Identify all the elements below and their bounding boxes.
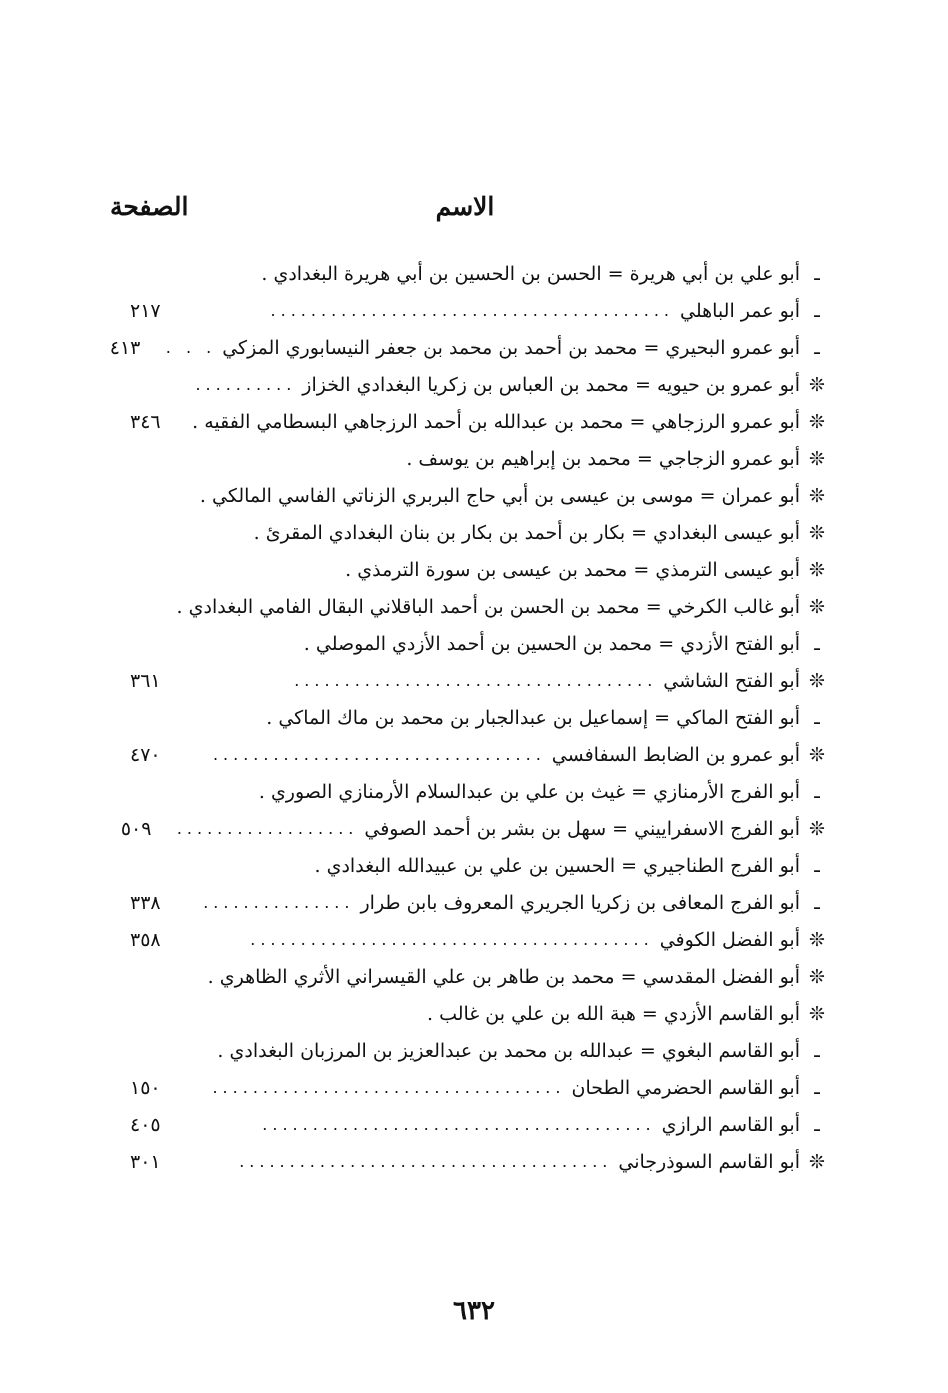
entry-page-number: ٤٧٠	[130, 743, 161, 766]
dot-leader: ........................................	[270, 301, 674, 320]
dash-marker-icon: ـ	[814, 1039, 820, 1062]
dot-leader: ..................	[176, 819, 359, 838]
index-entry	[100, 292, 830, 329]
dot-leader: ...............	[203, 893, 355, 912]
asterisk-marker-icon: ❊	[809, 1002, 825, 1025]
entry-name: أبو عمرو الزجاجي = محمد بن إبراهيم بن يوسف .	[406, 447, 800, 470]
entry-page-number: ٣٠١	[130, 1150, 161, 1173]
entry-page-number: ٤٠٥	[130, 1113, 161, 1136]
index-entry	[100, 1143, 830, 1180]
page-column-heading: الصفحة	[110, 192, 189, 221]
entry-name: أبو عمرو بن الضابط السفافسي	[551, 743, 800, 766]
entry-name: أبو الفرج المعافى بن زكريا الجريري المعروف بابن طرار	[360, 891, 800, 914]
index-entry	[100, 514, 830, 551]
entry-name: أبو الفضل المقدسي = محمد بن طاهر بن علي القيسراني الأثري الظاهري .	[207, 965, 800, 988]
index-entry	[100, 773, 830, 810]
entry-name: أبو عمر الباهلي	[679, 299, 800, 322]
asterisk-marker-icon: ❊	[809, 410, 825, 433]
dot-leader: .....................................	[239, 1152, 613, 1171]
index-entry	[100, 1032, 830, 1069]
dot-leader: ........................................	[250, 930, 654, 949]
entry-name: أبو عيسى البغدادي = بكار بن أحمد بن بكار بن بنان البغدادي المقرئ .	[253, 521, 800, 544]
entry-page-number: ٣٥٨	[130, 928, 161, 951]
dot-leader: ....................................	[294, 671, 658, 690]
index-entry	[100, 884, 830, 921]
page-number: ٦٣٢	[453, 1296, 495, 1326]
entry-name: أبو القاسم الرازي	[661, 1113, 800, 1136]
index-entry	[100, 440, 830, 477]
dot-leader: . . .	[165, 338, 217, 357]
asterisk-marker-icon: ❊	[809, 484, 825, 507]
index-entry	[100, 255, 830, 292]
entry-page-number: ١٥٠	[130, 1076, 161, 1099]
dash-marker-icon: ـ	[814, 632, 820, 655]
entry-page-number: ٣٣٨	[130, 891, 161, 914]
asterisk-marker-icon: ❊	[809, 558, 825, 581]
dash-marker-icon: ـ	[814, 299, 820, 322]
index-entry	[100, 699, 830, 736]
entry-name: أبو القاسم السوذرجاني	[618, 1150, 800, 1173]
index-entry	[100, 662, 830, 699]
index-entry	[100, 1106, 830, 1143]
index-entry	[100, 588, 830, 625]
entry-page-number: ٥٠٩	[120, 817, 152, 840]
asterisk-marker-icon: ❊	[809, 743, 825, 766]
index-entry	[100, 736, 830, 773]
dash-marker-icon: ـ	[814, 262, 820, 285]
index-entry	[100, 958, 830, 995]
entry-name: أبو علي بن أبي هريرة = الحسن بن الحسين بن أبي هريرة البغدادي .	[261, 262, 800, 285]
dash-marker-icon: ـ	[814, 1113, 820, 1136]
entry-name: أبو الفرج الاسفراييني = سهل بن بشر بن أحمد الصوفي	[364, 817, 800, 840]
dot-leader: ...................................	[212, 1078, 566, 1097]
dash-marker-icon: ـ	[814, 780, 820, 803]
dash-marker-icon: ـ	[814, 891, 820, 914]
asterisk-marker-icon: ❊	[809, 447, 825, 470]
entry-name: أبو عمران = موسى بن عيسى بن أبي حاج البربري الزناتي الفاسي المالكي .	[199, 484, 800, 507]
dash-marker-icon: ـ	[814, 1076, 820, 1099]
entry-name: أبو الفضل الكوفي	[659, 928, 800, 951]
entry-page-number: ٣٦١	[130, 669, 161, 692]
entry-name: أبو عيسى الترمذي = محمد بن عيسى بن سورة الترمذي .	[345, 558, 800, 581]
index-entry	[100, 1069, 830, 1106]
index-entry	[100, 551, 830, 588]
entry-name: أبو غالب الكرخي = محمد بن الحسن بن أحمد الباقلاني البقال الفامي البغدادي .	[176, 595, 800, 618]
asterisk-marker-icon: ❊	[809, 817, 825, 840]
asterisk-marker-icon: ❊	[809, 521, 825, 544]
asterisk-marker-icon: ❊	[809, 928, 825, 951]
asterisk-marker-icon: ❊	[809, 595, 825, 618]
index-entry	[100, 625, 830, 662]
column-header	[100, 188, 830, 228]
index-entry	[100, 995, 830, 1032]
dash-marker-icon: ـ	[814, 854, 820, 877]
name-column-heading: الاسم	[435, 192, 495, 221]
dash-marker-icon: ـ	[814, 706, 820, 729]
index-entry	[100, 810, 830, 847]
entry-name: أبو القاسم الأزدي = هبة الله بن علي بن غالب .	[426, 1002, 800, 1025]
entry-page-number: ٤١٣	[109, 336, 141, 359]
entry-name: أبو القاسم البغوي = عبدالله بن محمد بن عبدالعزيز بن المرزبان البغدادي .	[217, 1039, 800, 1062]
index-entry	[100, 366, 830, 403]
index-entry	[100, 477, 830, 514]
dash-marker-icon: ـ	[814, 336, 820, 359]
entry-name: أبو عمرو بن حيويه = محمد بن العباس بن زكريا البغدادي الخزاز	[302, 373, 800, 396]
index-entry-list	[100, 255, 830, 1180]
entry-page-number: ٢١٧	[130, 299, 161, 322]
entry-name: أبو عمرو الرزجاهي = محمد بن عبدالله بن أحمد الرزجاهي البسطامي الفقيه .	[192, 410, 800, 433]
dot-leader: ..........	[195, 375, 297, 394]
index-entry	[100, 329, 830, 366]
entry-name: أبو الفتح الشاشي	[663, 669, 800, 692]
index-entry	[100, 403, 830, 440]
dot-leader: .......................................	[262, 1115, 656, 1134]
asterisk-marker-icon: ❊	[809, 1150, 825, 1173]
dot-leader: .................................	[212, 745, 546, 764]
index-entry	[100, 921, 830, 958]
asterisk-marker-icon: ❊	[809, 669, 825, 692]
entry-name: أبو الفرج الطناجيري = الحسين بن علي بن عبيدالله البغدادي .	[314, 854, 800, 877]
entry-name: أبو الفرج الأرمنازي = غيث بن علي بن عبدالسلام الأرمنازي الصوري .	[258, 780, 800, 803]
entry-name: أبو القاسم الحضرمي الطحان	[571, 1076, 800, 1099]
entry-name: أبو الفتح الأزدي = محمد بن الحسين بن أحمد الأزدي الموصلي .	[303, 632, 800, 655]
entry-name: أبو عمرو البحيري = محمد بن أحمد بن محمد بن جعفر النيسابوري المزكي	[222, 336, 800, 359]
index-entry	[100, 847, 830, 884]
asterisk-marker-icon: ❊	[809, 965, 825, 988]
asterisk-marker-icon: ❊	[809, 373, 825, 396]
entry-page-number: ٣٤٦	[130, 410, 161, 433]
entry-name: أبو الفتح الماكي = إسماعيل بن عبدالجبار بن محمد بن ماك الماكي .	[266, 706, 800, 729]
